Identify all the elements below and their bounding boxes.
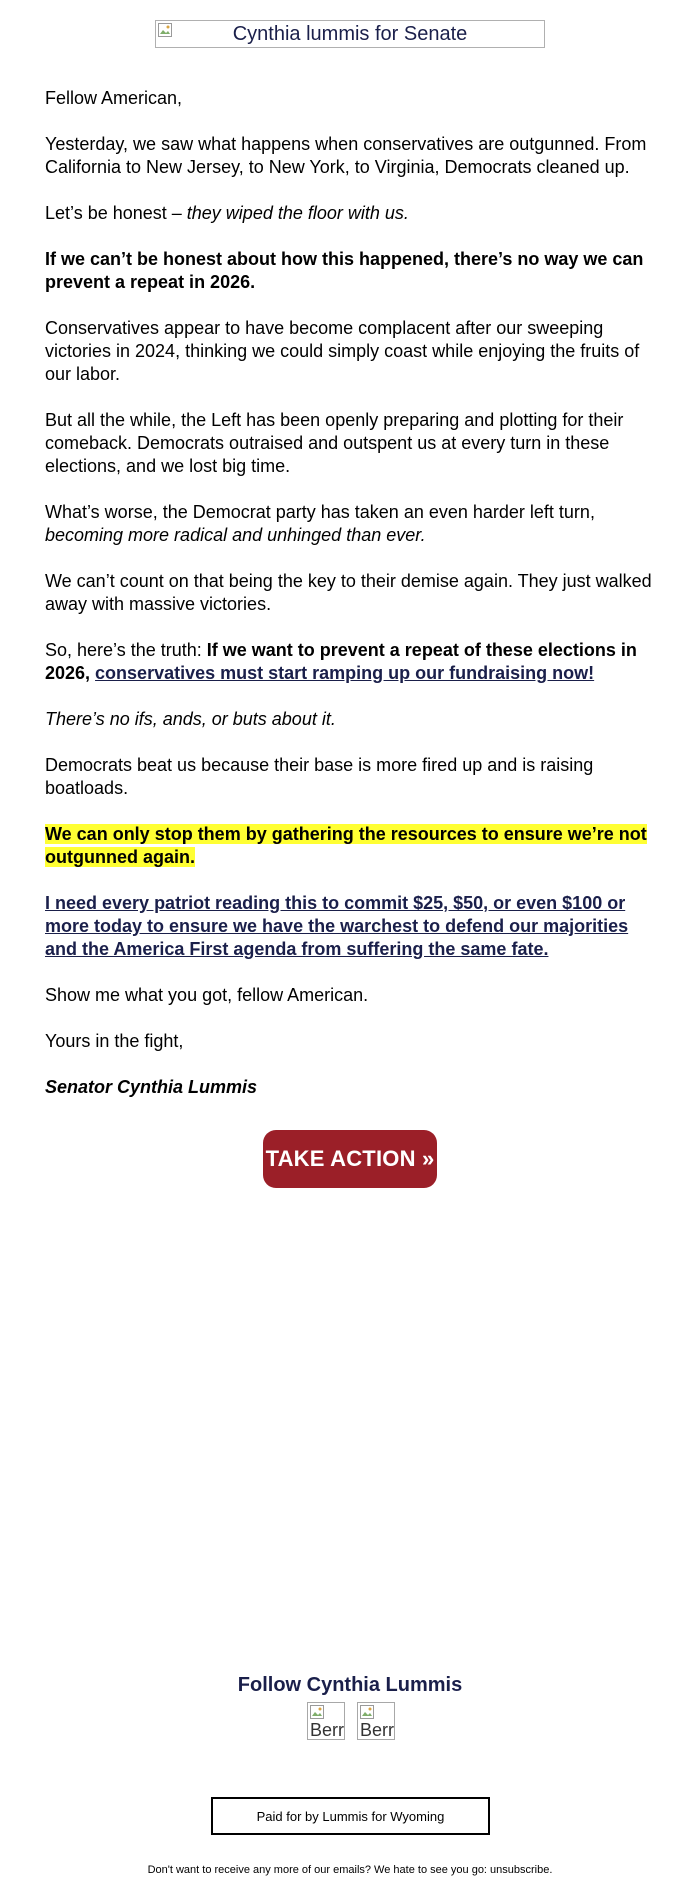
italic-text: they wiped the floor with us. bbox=[186, 203, 409, 223]
paragraph-text: What’s worse, the Democrat party has taken an even harder left turn, bbox=[45, 502, 595, 522]
italic-text: becoming more radical and unhinged than ever. bbox=[45, 525, 426, 545]
greeting: Fellow American, bbox=[45, 88, 183, 108]
letter-body bbox=[45, 87, 655, 1122]
unsubscribe-text[interactable]: Don't want to receive any more of our emails? We hate to see you go: unsubscribe. bbox=[147, 1864, 553, 1876]
paragraph: Yesterday, we saw what happens when conservatives are outgunned. From California to New Jersey, to New York, to Virginia, Democrats cleaned up. bbox=[45, 134, 647, 177]
broken-image-icon bbox=[360, 1705, 374, 1719]
highlight-paragraph bbox=[45, 823, 655, 869]
header-logo-alt-text: Cynthia lummis for Senate bbox=[232, 23, 468, 45]
paragraph-text: So, here’s the truth: bbox=[45, 640, 207, 660]
paragraph: Show me what you got, fellow American. bbox=[45, 985, 369, 1005]
paragraph bbox=[45, 639, 655, 685]
social-icon-2[interactable] bbox=[357, 1702, 395, 1740]
paragraph-text: Let’s be honest – bbox=[45, 203, 187, 223]
paragraph: Conservatives appear to have become complacent after our sweeping victories in 2024, thinking we could simply coast while enjoying the fruits of our labor. bbox=[45, 318, 640, 384]
broken-image-icon bbox=[158, 23, 172, 37]
take-action-button[interactable]: TAKE ACTION » bbox=[263, 1130, 437, 1188]
bold-text: If we want to prevent a repeat of these elections in 2026, bbox=[45, 640, 637, 683]
social-icon-1[interactable] bbox=[307, 1702, 345, 1740]
paragraph: But all the while, the Left has been openly preparing and plotting for their comeback. Democrats outraised and outspent us at every turn in these elections, and we lost big time. bbox=[45, 410, 624, 476]
fundraising-link[interactable]: conservatives must start ramping up our fundraising now! bbox=[95, 663, 595, 683]
paragraph: Democrats beat us because their base is more fired up and is raising boatloads. bbox=[45, 755, 594, 798]
follow-title: Follow Cynthia Lummis bbox=[237, 1674, 463, 1696]
donation-link[interactable]: I need every patriot reading this to commit $25, $50, or even $100 or more today to ensure we have the warchest to defend our majorities and the America First agenda from suffering the same fate. bbox=[45, 893, 629, 959]
paragraph bbox=[45, 501, 655, 547]
highlighted-text: We can only stop them by gathering the resources to ensure we’re not outgunned again. bbox=[45, 824, 647, 867]
header-logo-image bbox=[155, 20, 545, 48]
paragraph bbox=[45, 202, 655, 225]
signature: Senator Cynthia Lummis bbox=[45, 1077, 258, 1097]
bold-paragraph: If we can’t be honest about how this happened, there’s no way we can prevent a repeat in 2026. bbox=[45, 249, 644, 292]
broken-image-icon bbox=[310, 1705, 324, 1719]
closing: Yours in the fight, bbox=[45, 1031, 184, 1051]
italic-paragraph: There’s no ifs, ands, or buts about it. bbox=[45, 709, 336, 729]
paid-for-disclaimer: Paid for by Lummis for Wyoming bbox=[211, 1797, 490, 1835]
paragraph: We can’t count on that being the key to their demise again. They just walked away with massive victories. bbox=[45, 571, 652, 614]
social-icon-alt-text: Berr bbox=[360, 1720, 395, 1740]
donation-paragraph bbox=[45, 892, 655, 961]
social-icon-alt-text: Berr bbox=[310, 1720, 345, 1740]
